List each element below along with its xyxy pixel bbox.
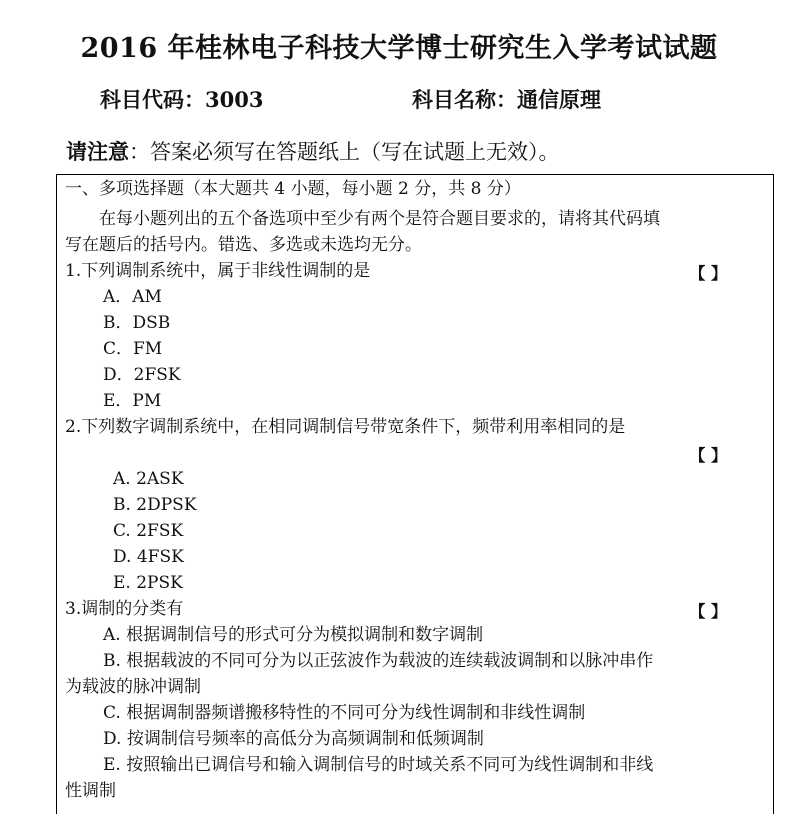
option: A. 根据调制信号的形式可分为模拟调制和数字调制 xyxy=(103,625,484,645)
option: 为载波的脉冲调制 xyxy=(65,677,201,697)
option: 性调制 xyxy=(65,781,116,801)
option: D. 4FSK xyxy=(113,547,184,567)
section-instruction: 在每小题列出的五个备选项中至少有两个是符合题目要求的，请将其代码填 xyxy=(99,209,660,229)
section-heading: 一、多项选择题（本大题共 4 小题，每小题 2 分，共 8 分） xyxy=(65,179,521,199)
notice xyxy=(66,136,560,166)
answer-bracket: 【 】 xyxy=(689,602,727,621)
notice-label: 请注意 xyxy=(66,140,129,164)
option: B．DSB xyxy=(103,313,171,333)
subject-name: 科目名称：通信原理 xyxy=(412,87,601,112)
exam-title: 2016 年桂林电子科技大学博士研究生入学考试试题 xyxy=(80,33,718,64)
option: D. 按调制信号频率的高低分为高频调制和低频调制 xyxy=(103,729,484,749)
option: A．AM xyxy=(103,287,162,307)
option: E．PM xyxy=(103,391,162,411)
subject-code: 科目代码：3003 xyxy=(100,87,264,112)
option: C. 2FSK xyxy=(113,521,184,541)
option: B. 2DPSK xyxy=(113,495,197,515)
option: C. 根据调制器频谱搬移特性的不同可分为线性调制和非线性调制 xyxy=(103,703,586,723)
question-stem-2: 2.下列数字调制系统中，在相同调制信号带宽条件下，频带利用率相同的是 xyxy=(65,417,626,437)
option: E. 按照输出已调信号和输入调制信号的时域关系不同可为线性调制和非线 xyxy=(103,755,654,775)
option: A. 2ASK xyxy=(113,469,184,489)
option: E. 2PSK xyxy=(113,573,183,593)
section-instruction: 写在题后的括号内。错选、多选或未选均无分。 xyxy=(65,235,422,255)
question-stem-3: 3.调制的分类有 xyxy=(65,599,184,619)
option: D．2FSK xyxy=(103,365,181,385)
notice-text: ：答案必须写在答题纸上（写在试题上无效）。 xyxy=(129,140,560,164)
answer-bracket: 【 】 xyxy=(689,264,727,283)
option: C．FM xyxy=(103,339,163,359)
question-box xyxy=(56,174,774,814)
question-stem-1: 1.下列调制系统中，属于非线性调制的是 xyxy=(65,261,371,281)
option: B. 根据载波的不同可分为以正弦波作为载波的连续载波调制和以脉冲串作 xyxy=(103,651,654,671)
answer-bracket: 【 】 xyxy=(689,446,727,465)
